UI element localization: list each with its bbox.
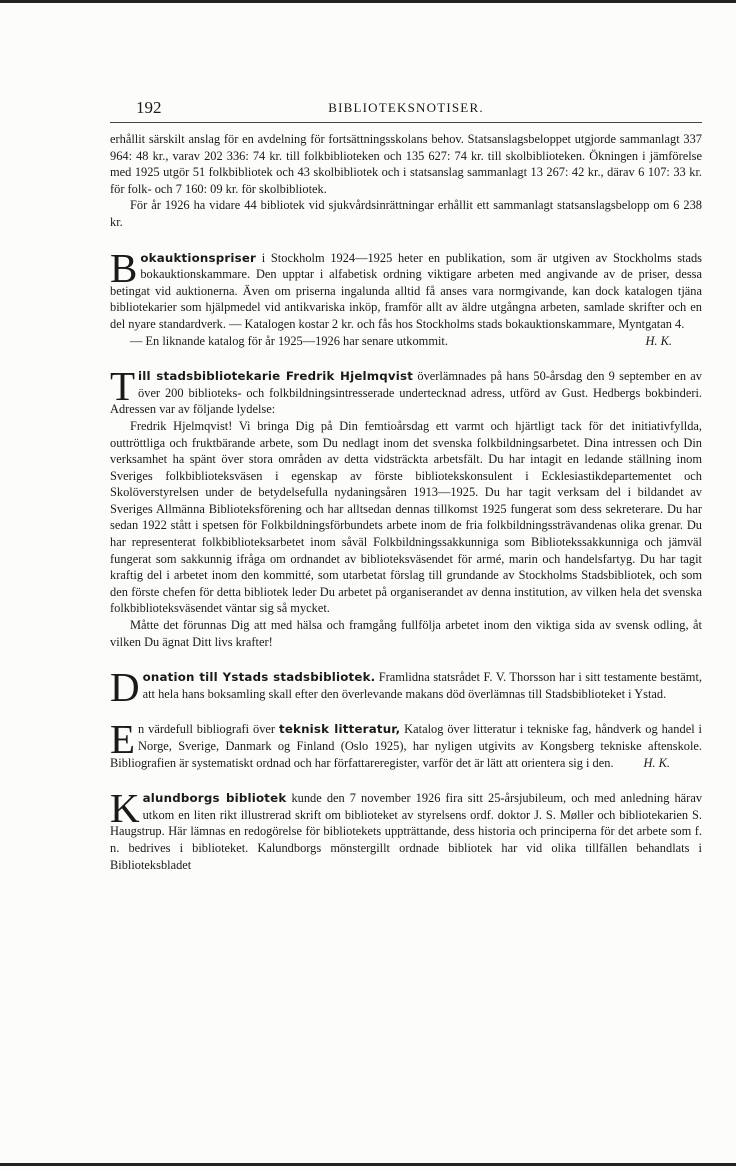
notice-kalundborg	[110, 785, 703, 873]
bokauktion-lead: okauktionspriser	[140, 250, 257, 265]
page-header	[110, 96, 702, 123]
scan-edge-top	[0, 0, 736, 3]
notice-bokauktionspriser	[110, 244, 702, 350]
teknisk-lead: teknisk litteratur,	[278, 722, 401, 737]
dropcap-k: K	[110, 785, 140, 832]
bokauktion-signature: H. K.	[645, 333, 672, 348]
dropcap-b: B	[110, 244, 138, 291]
teknisk-signature: H. K.	[643, 755, 670, 770]
page-content	[110, 131, 702, 873]
notice-hjelmqvist	[110, 363, 702, 650]
kalundborg-lead: alundborgs bibliotek	[142, 791, 287, 806]
dropcap-d: D	[110, 664, 140, 711]
bokauktion-paragraph	[110, 244, 702, 333]
scan-edge-bottom	[0, 1163, 736, 1166]
ystad-lead: onation till Ystads stadsbibliotek.	[142, 670, 376, 685]
page	[110, 96, 702, 873]
hjelmqvist-body: överlämnades på hans 50-årsdag den 9 september en av över 200 biblioteks- och folkbildningsintresserade undertecknad adress, utförd av Gust. Hedbergs bokbinderi. Adressen var av följande lydelse:	[110, 369, 702, 417]
page-number: 192	[136, 98, 162, 117]
hjelmqvist-lead: ill stadsbibliotekarie Fredrik Hjelmqvist	[138, 369, 414, 384]
dropcap-e: E	[110, 716, 136, 763]
hjelmqvist-address: Fredrik Hjelmqvist! Vi bringa Dig på Din femtioårsdag ett varmt och hjärtligt tack för det initiativfyllda, outtröttliga och fruktbärande arbete, som Du nedlagt inom det svenska folkbildningsarbetet. Dina intressen och Din verksamhet ha spänt över stora områden av detta vidsträckta arbetsfält. Du har intagit en ledande ställning inom Sveriges folkbiblioteksväsen i egenskap av förste bibliotekskonsulent i Ecklesiastikdepartementet och Skolöverstyrelsen under de betydelsefulla nydaningsåren 1913—1925. Du har tagit verksam del i bildandet av Sveriges Allmänna Biblioteksförening och har alltsedan dennas tillkomst 1925 fungerat som dess sekreterare. Du har sedan 1922 stått i spetsen för Folkbildningsförbundets arbete inom de fria folkbildningssträvandenas olika grenar. Du har representerat folkbiblioteksarbetet inom såväl Folkbildningssakkunniga som Bibliotekssakkunniga och jämväl fungerat som sakkunnig ifråga om ordnandet av biblioteksväsendet för armé, marin och handelsfartyg. Du har tagit kraftig del i arbetet inom den kommitté, som utarbetat förslag till grundande av Stockholms Stadsbibliotek, och som den förste chefen för detta bibliotek leder Du arbetet på organiserandet av denna institution, av vilken hela det svenska folkbiblioteksväsendet väntar sig så mycket.	[110, 418, 702, 616]
kalundborg-body: kunde den 7 november 1926 fira sitt 25-årsjubileum, och med anledning härav utkom en liten rikt illustrerad skrift om biblioteket av styrelsens ordf. doktor J. S. Møller och bibliotekarien S. Haugstrup. Här lämnas en redogörelse för bibliotekets uppträttande, dess historia och principerna för det arbete som f. n. bedrives i biblioteket. Kalundborgs mönstergillt ordnade bibliotek har vid olika tillfällen behandlats i Biblioteksbladet	[110, 791, 703, 872]
bokauktion-last-line	[110, 333, 702, 350]
intro-paragraph-1: erhållit särskilt anslag för en avdelning för fortsättningsskolans behov. Statsanslagsbeloppet utgjorde sammanlagt 337 964: 48 kr., varav 202 336: 74 kr. till folkbiblioteken och 135 627: 74 kr. till skolbiblioteken. Ökningen i jämförelse med 1925 utgör 51 folkbibliotek och 43 skolbibliotek och i statsanslag sammanlagt 13 267: 42 kr., därav 6 107: 33 kr. för folk- och 7 160: 09 kr. för skolbibliotek.	[110, 132, 702, 196]
intro-section	[110, 131, 702, 231]
ystad-paragraph	[110, 664, 702, 711]
hjelmqvist-paragraph	[110, 363, 702, 418]
hjelmqvist-closing: Måtte det förunnas Dig att med hälsa och framgång fullfölja arbetet inom den viktiga sida av svensk odling, åt vilken Du ägnat Ditt livs krafter!	[110, 618, 702, 649]
teknisk-body: Katalog över litteratur i tekniske fag, håndverk og handel i Norge, Sverige, Danmark og Finland (Oslo 1925), har nyligen utgivits av Kongsberg tekniske aftenskole. Bibliografien är systematiskt ordnad och har författareregister, varför det är lätt att orientera sig i den.	[110, 722, 702, 770]
dropcap-t: T	[110, 363, 136, 410]
notice-ystad	[110, 664, 702, 711]
bokauktion-body: i Stockholm 1924—1925 heter en publikation, som är utgiven av Stockholms stads bokauktionskammare. Den upptar i alfabetisk ordning viktigare arbeten med angivande av de priser, dessa betingat vid auktionerna. Även om priserna ingalunda alltid få anses vara normgivande, kan dock katalogen tjäna bibliotekarier som hjälpmedel vid antikvariska inköp, framför allt av äldre utgångna arbeten, samlade skrifter och en del nyare standardverk. — Katalogen kostar 2 kr. och fås hos Stockholms stads bokauktionskammare, Myntgatan 4.	[110, 250, 702, 331]
notice-teknisk-litteratur	[110, 716, 702, 771]
intro-paragraph-2: För år 1926 ha vidare 44 bibliotek vid sjukvårdsinrättningar erhållit ett sammanlagt statsanslagsbelopp om 6 238 kr.	[110, 198, 702, 229]
kalundborg-paragraph	[110, 785, 703, 873]
teknisk-pre: n värdefull bibliografi över	[138, 722, 279, 737]
bokauktion-last-text: — En liknande katalog för år 1925—1926 har senare utkommit.	[130, 333, 448, 348]
running-head: BIBLIOTEKSNOTISER.	[328, 100, 484, 115]
teknisk-paragraph	[110, 716, 702, 771]
ystad-body: Framlidna statsrådet F. V. Thorsson har i sitt testamente bestämt, att hela hans boksamling skall efter den överlevande makans död överlämnas till Stadsbiblioteket i Ystad.	[142, 670, 702, 701]
